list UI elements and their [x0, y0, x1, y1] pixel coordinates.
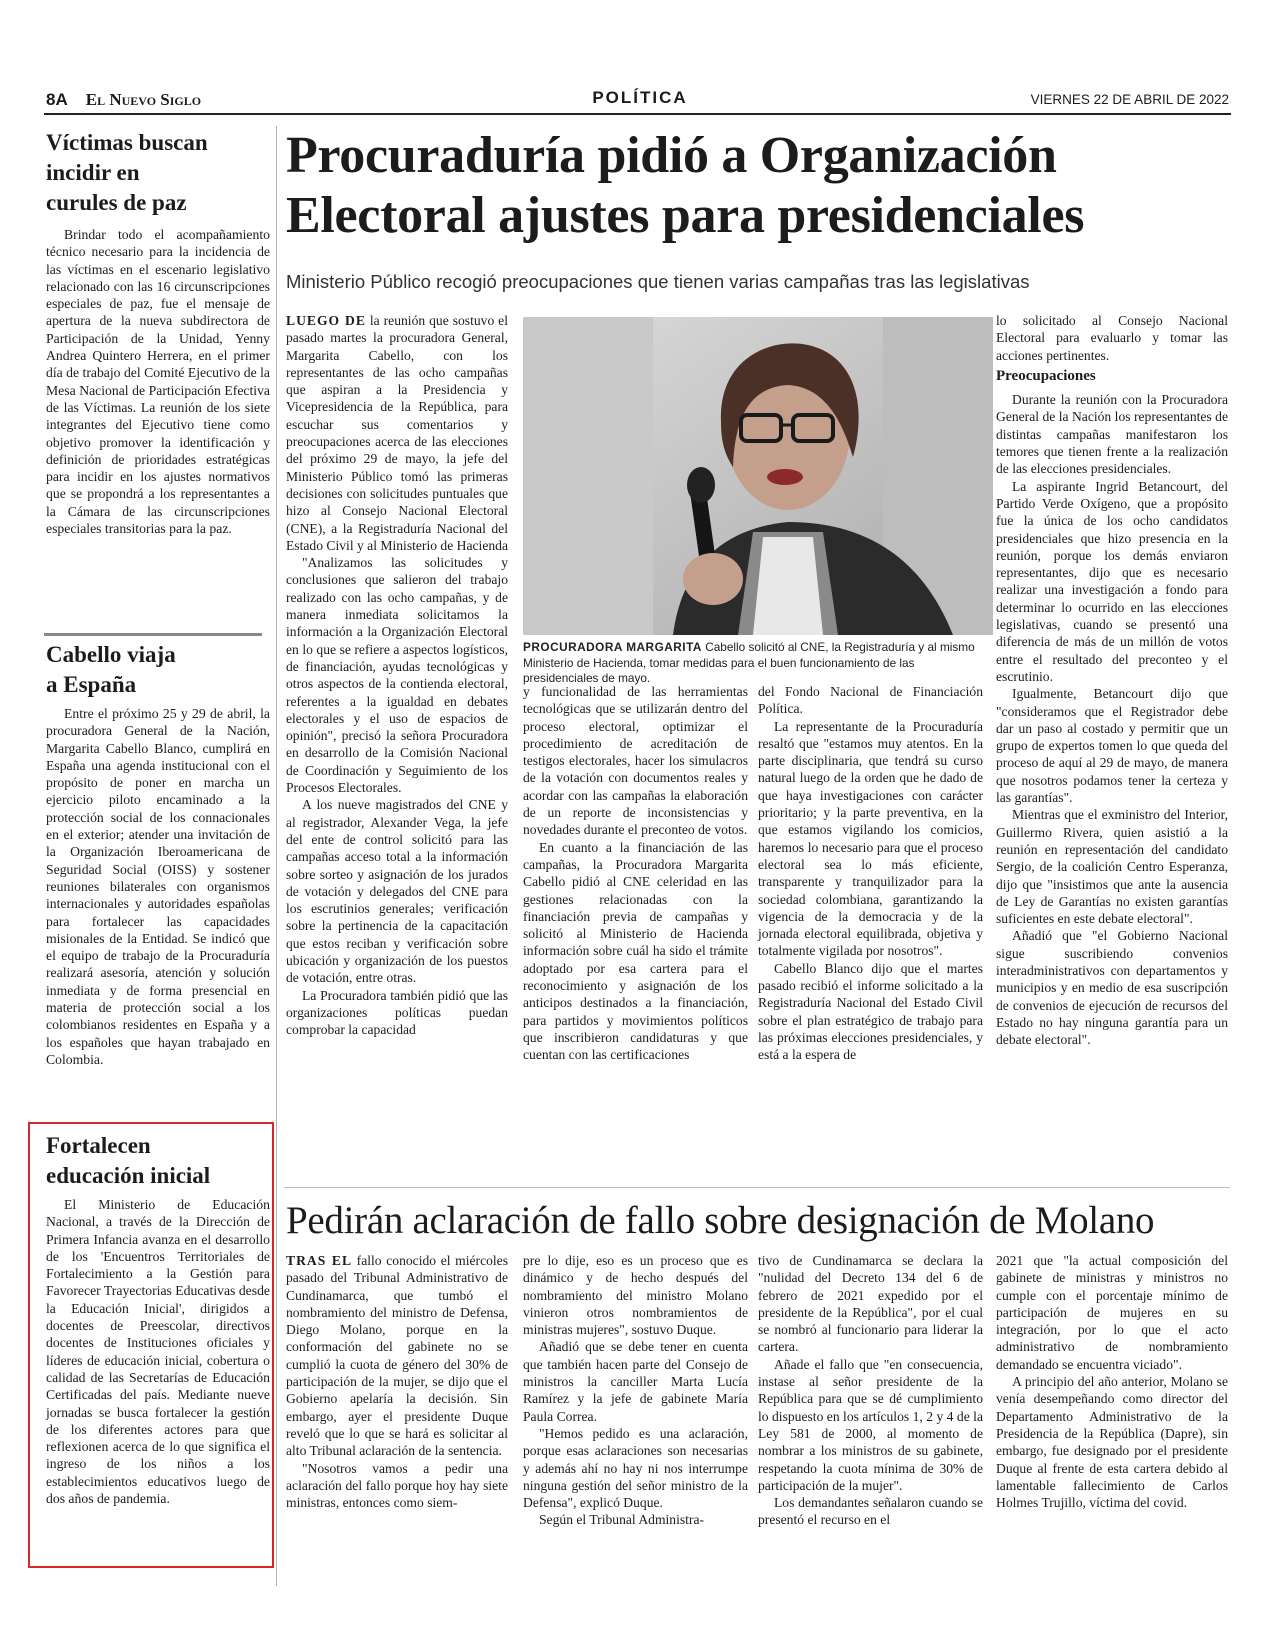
- lead-word: LUEGO DE: [286, 313, 366, 328]
- section-subhead: Preocupaciones: [996, 367, 1096, 384]
- title-line: Cabello viaja: [46, 642, 176, 667]
- paragraph: "Hemos pedido es una aclaración, porque esas aclaraciones son necesarias y además ahí no hay ni nos interrumpe ninguna gestión del señor ministro de la Defensa", explicó Duque.: [523, 1425, 748, 1511]
- page-number: 8A: [46, 90, 68, 109]
- paragraph: y funcionalidad de las herramientas tecnológicas que se utilizarán dentro del proceso electoral, optimizar el procedimiento de acreditación de testigos electorales, hacer los simulacros de la votación con documentos reales y acordar con las campañas la elaboración de un reporte de inconsistencias y novedades durante el preconteo de votos.: [523, 684, 748, 838]
- main-column-1: [286, 312, 508, 1038]
- paragraph: A principio del año anterior, Molano se venía desempeñando como director del Departamento Administrativo de la Presidencia de la República (Dapre), sin embargo, fue designado por el presidente Duque al frente de esta cartera debido al lamentable fallecimiento de Carlos Holmes Trujillo, víctima del covid.: [996, 1374, 1228, 1511]
- sidebar-divider: [44, 633, 262, 636]
- title-line: curules de paz: [46, 190, 187, 215]
- sidebar-story-2-body: [46, 705, 270, 1068]
- paragraph: Añadió que "el Gobierno Nacional sigue suscribiendo convenios interadministrativos con departamentos y municipios y en medio de esa suscripción de convenios de ejecución de recursos del Estado no hay ninguna garantía para un debate electoral".: [996, 928, 1228, 1048]
- title-line: Fortalecen: [46, 1133, 151, 1158]
- procuradora-photo: [523, 317, 993, 635]
- caption-text: Cabello solicitó al CNE, la Registraduría y al mismo Ministerio de Hacienda, tomar medidas para el buen funcionamiento de las presidenciales de mayo.: [523, 640, 975, 685]
- paragraph: fallo conocido el miércoles pasado del Tribunal Administrativo de Cundinamarca, que tumbó el nombramiento del ministro de Defensa, Diego Molano, porque en la conformación del gabinete no se cumplió la cuota de género del 30% de participación de la mujer, se dijo que el Gobierno apelaría la decisión. Sin embargo, ayer el presidente Duque reveló que lo que se hará es solicitar al alto Tribunal aclaración de la sentencia.: [286, 1253, 508, 1459]
- paragraph: la reunión que sostuvo el pasado martes la procuradora General, Margarita Cabello, con los representantes de las ocho campañas que aspiran a la Presidencia y Vicepresidencia de la República, para escuchar sus comentarios y preocupaciones acerca de las elecciones del próximo 29 de mayo, la jefe del Ministerio Público tomó las primeras decisiones con solicitudes puntuales que hizo al Consejo Nacional Electoral (CNE), a la Registraduría Nacional del Estado Civil y al Ministerio de Hacienda: [286, 313, 508, 553]
- headline-line: Procuraduría pidió a Organización: [286, 127, 1057, 184]
- paragraph: Igualmente, Betancourt dijo que "consideramos que el Registrador debe dar un paso al costado y permitir que un grupo de expertos tomen lo que queda del proceso de aquí al 29 de mayo, de manera que nosotros podamos tener la certeza y las garantías".: [996, 686, 1228, 806]
- paragraph: Entre el próximo 25 y 29 de abril, la procuradora General de la Nación, Margarita Cabello Blanco, cumplirá en España una agenda institucional con el propósito de poner en marcha un ejercicio piloto encaminado a la protección social de los connacionales en el exterior; atender una invitación de la Organización Iberoamericana de Seguridad Social (OISS) y sostener reuniones bilaterales con organismos internacionales y autoridades españolas para fortalecer las capacidades misionales de la Entidad. Se indicó que el equipo de trabajo de la Procuraduría realizará asesoría, atención y solución inmediata y de forma presencial en materia de protección social a los colombianos residentes en España y a los españoles que hayan trabajado en Colombia.: [46, 706, 270, 1067]
- paragraph: 2021 que "la actual composición del gabinete de ministras y ministros no cumple con el porcentaje mínimo de participación de mujeres en su integración, por lo que el acto administrativo de nombramiento demandado se encuentra viciado".: [996, 1253, 1228, 1372]
- paragraph: La aspirante Ingrid Betancourt, del Partido Verde Oxígeno, que a propósito fue la única de los ocho candidatos presidenciales que hizo presencia en la reunión, porque los demás enviaron representantes, dijo que es necesario realizar una investigación a fondo para determinar lo ocurrido en las elecciones legislativas, cuando se presentó una diferencia de más de un millón de votos entre el resultado del preconteo y el escrutinio.: [996, 478, 1228, 684]
- paragraph: En cuanto a la financiación de las campañas, la Procuradora Margarita Cabello pidió al CNE celeridad en las gestiones relacionadas con la financiación previa de campañas y solicitó al Ministerio de Hacienda información sobre cuál ha sido el trámite adoptado por esa cartera para el reconocimiento y asignación de los anticipos destinados a la financiación, para partidos y movimientos políticos que inscribieron candidaturas y que cuentan con las certificaciones: [523, 839, 748, 1063]
- sidebar-story-1-body: [46, 226, 270, 537]
- second-headline: Pedirán aclaración de fallo sobre designación de Molano: [286, 1199, 1155, 1242]
- sidebar-story-3-body: [46, 1196, 270, 1507]
- second-column-4: [996, 1252, 1228, 1511]
- paragraph: lo solicitado al Consejo Nacional Electoral para evaluarlo y tomar las acciones pertinentes.: [996, 313, 1228, 363]
- paragraph: del Fondo Nacional de Financiación Política.: [758, 684, 983, 717]
- main-column-4: [996, 312, 1228, 1048]
- title-line: a España: [46, 672, 137, 697]
- paragraph: Cabello Blanco dijo que el martes pasado recibió el informe solicitado a la Registraduría Nacional del Estado Civil sobre el plan estratégico de trabajo para las próximas elecciones presidenciales, y está a la espera de: [758, 960, 983, 1063]
- main-column-3: [758, 683, 983, 1064]
- second-column-1: [286, 1252, 508, 1511]
- paragraph: A los nueve magistrados del CNE y al registrador, Alexander Vega, la jefe del ente de control solicitó para las campañas acceso total a la información sobre sorteo y asignación de los jurados de votación y delegados del CNE para los escrutinios generales; verificación sobre la pertinencia de la capacitación que estos reciban y verificación sobre ubicación y organización de los puestos de votación, entre otras.: [286, 797, 508, 986]
- paragraph: Añadió que se debe tener en cuenta que también hacen parte del Consejo de ministros la canciller Marta Lucía Ramírez y la jefe de gabinete María Paula Correa.: [523, 1339, 748, 1424]
- sidebar-story-2-title: [46, 640, 266, 700]
- second-column-3: [758, 1252, 983, 1529]
- paragraph: tivo de Cundinamarca se declara la "nulidad del Decreto 134 del 6 de febrero de 2021 expedido por el presidente de la República", por el cual se nombró al funcionario para liderar la cartera.: [758, 1253, 983, 1355]
- paragraph: La Procuradora también pidió que las organizaciones políticas puedan comprobar la capacidad: [286, 987, 508, 1038]
- title-line: educación inicial: [46, 1163, 211, 1188]
- paragraph: El Ministerio de Educación Nacional, a través de la Dirección de Primera Infancia avanza en el desarrollo de los 'Encuentros Territoriales de Fortalecimiento a la Gestión para Favorecer Trayectorias Educativas desde la Educación Inicial', dirigidos a docentes de Preescolar, directivos docentes de Instituciones oficiales y líderes de educación inicial, cobertura o calidad de las Secretarías de Educación Certificadas del país. Mediante nueve jornadas se busca fortalecer la gestión de los diferentes actores para que reflexionen acerca de lo que significa el ingreso de los niños a los establecimientos educativos luego de dos años de pandemia.: [46, 1197, 270, 1507]
- issue-date: VIERNES 22 DE ABRIL DE 2022: [1030, 92, 1229, 107]
- sidebar-story-1-title: [46, 128, 266, 218]
- paragraph: La representante de la Procuraduría resaltó que "estamos muy atentos. En la parte disciplinaria, que tendrá su curso natural luego de la orden que he dado de que haya investigaciones con carácter prioritario; y la parte preventiva, en la que estamos vigilando los comicios, haremos lo necesario para que el proceso electoral sea lo más eficiente, transparente y tranquilizador para la sociedad colombiana, garantizando la vigencia de la democracia y de la jornada electoral equilibrada, objetiva y totalmente vigilada por nosotros".: [758, 718, 983, 959]
- main-column-2: [523, 683, 748, 1064]
- photo-caption: [523, 640, 983, 687]
- paragraph: pre lo dije, eso es un proceso que es dinámico y de hecho después del nombramiento del ministro Molano vinieron otros nombramientos de ministras mujeres", sostuvo Duque.: [523, 1253, 748, 1338]
- paragraph: "Analizamos las solicitudes y conclusiones que salieron del trabajo realizado con las ocho campañas, y de manera inmediata solicitamos la información a la Organización Electoral en lo que se refiere a aspectos logísticos, de financiación, ayudas tecnológicas y otros aspectos de la contienda electoral, referentes a la igualdad en debates electorales y el uso de espacios de opinión", precisó la señora Procuradora en desarrollo de la Comisión Nacional de Coordinación y Seguimiento de los Procesos Electorales.: [286, 555, 508, 796]
- sidebar-story-3-title: [46, 1131, 266, 1191]
- paragraph: Durante la reunión con la Procuradora General de la Nación los representantes de distintas campañas manifestaron los temores que tienen frente a la realización de las elecciones presidenciales.: [996, 392, 1228, 477]
- header-rule: [44, 113, 1231, 115]
- section-name: POLÍTICA: [592, 88, 688, 107]
- paragraph: "Nosotros vamos a pedir una aclaración del fallo porque hoy hay siete ministras, entonces como siem-: [286, 1460, 508, 1511]
- paragraph: Los demandantes señalaron cuando se presentó el recurso en el: [758, 1495, 983, 1528]
- main-subheadline: Ministerio Público recogió preocupaciones que tienen varias campañas tras las legislativas: [286, 271, 1030, 292]
- main-headline: [286, 126, 1236, 246]
- page-header-left: [46, 90, 201, 110]
- masthead: El Nuevo Siglo: [85, 90, 202, 109]
- paragraph: Brindar todo el acompañamiento técnico necesario para la incidencia de las víctimas en el escenario legislativo relacionado con las 16 circunscripciones especiales de paz, fue el mensaje de apertura de la nueva subdirectora de Participación de la Unidad, Yenny Andrea Quintero Herrera, en el primer día de trabajo del Comité Ejecutivo de la Mesa Nacional de Participación Efectiva de las Víctimas. La reunión de los siete integrantes del Ejecutivo tiene como objetivo promover la identificación y definición de prioridades estratégicas para incidir en los ajustes normativos que se propondrá a los representantes a la Cámara de las circunscripciones especiales transitorias para la paz.: [46, 227, 270, 537]
- headline-line: Electoral ajustes para presidenciales: [286, 187, 1085, 244]
- story-divider: [284, 1187, 1230, 1188]
- title-line: incidir en: [46, 160, 140, 185]
- paragraph: Según el Tribunal Administra-: [539, 1512, 705, 1528]
- column-separator: [276, 126, 277, 1586]
- second-column-2: [523, 1252, 748, 1529]
- title-line: Víctimas buscan: [46, 130, 208, 155]
- paragraph: Añade el fallo que "en consecuencia, instase al señor presidente de la República para que se dé cumplimiento lo dispuesto en los artículos 1, 2 y 4 de la Ley 581 de 2000, al momento de nombrar a los ministros de su gabinete, respetando la cuota mínima de 30% de participación de la mujer".: [758, 1356, 983, 1493]
- caption-lead: PROCURADORA MARGARITA: [523, 640, 702, 654]
- lead-word: TRAS EL: [286, 1253, 353, 1268]
- paragraph: Mientras que el exministro del Interior, Guillermo Rivera, quien asistió a la reunión en representación del candidato Sergio, de la coalición Centro Esperanza, dijo que "insistimos que ante la ausencia de Ley de Garantías no existen garantías suficientes en este debate electoral".: [996, 807, 1228, 927]
